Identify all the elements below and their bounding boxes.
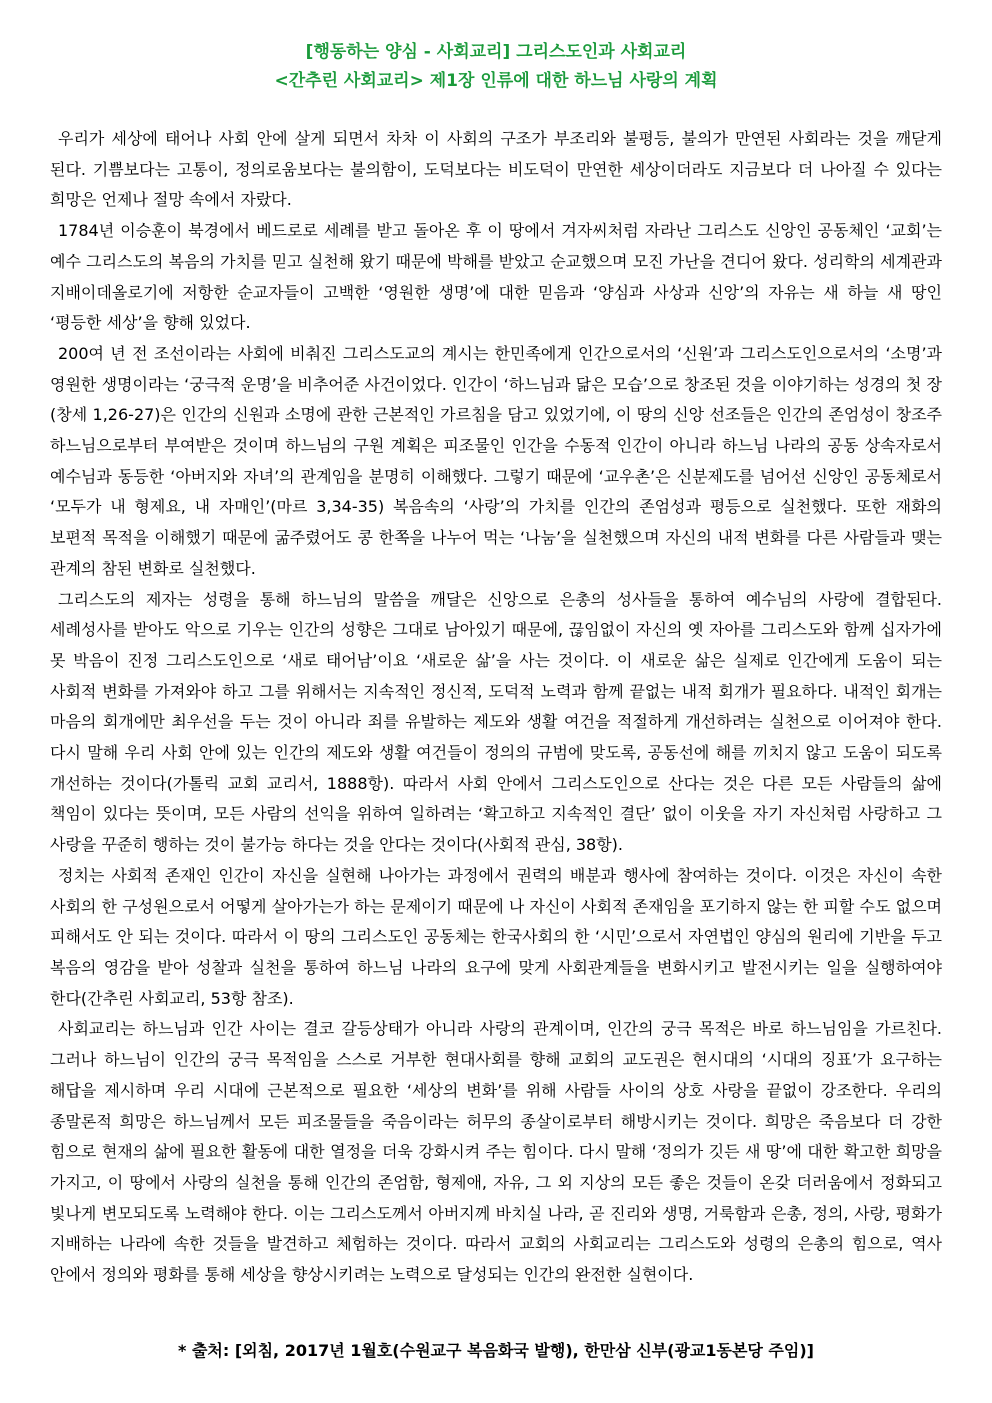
source-citation: * 출처: [외침, 2017년 1월호(수원교구 복음화국 발행), 한만삼 신부(광교1동본당 주임)] <box>178 1341 814 1360</box>
paragraph-6: 사회교리는 하느님과 인간 사이는 결코 갈등상태가 아니라 사랑의 관계이며, 인간의 궁극 목적은 바로 하느님임을 가르친다. 그러나 하느님이 인간의 궁극 목적임을 스스로 거부한 현대사회를 향해 교회의 교도권은 현시대의 ‘시대의 징표’가 요구하는 해답을 제시하며 우리 시대에 근본적으로 필요한 ‘세상의 변화’를 위해 사람들 사이의 상호 사랑을 끝없이 강조한다. 우리의 종말론적 희망은 하느님께서 모든 피조물들을 죽음이라는 허무의 종살이로부터 해방시키는 것이다. 희망은 죽음보다 더 강한 힘으로 현재의 삶에 필요한 활동에 대한 열정을 더욱 강화시켜 주는 힘이다. 다시 말해 ‘정의가 깃든 새 땅’에 대한 확고한 희망을 가지고, 이 땅에서 사랑의 실천을 통해 인간의 존엄함, 형제애, 자유, 그 외 지상의 모든 좋은 것들이 온갖 더러움에서 정화되고 빛나게 변모되도록 노력해야 한다. 이는 그리스도께서 아버지께 바치실 나라, 곧 진리와 생명, 거룩함과 은총, 정의, 사랑, 평화가 지배하는 나라에 속한 것들을 발견하고 체험하는 것이다. 따라서 교회의 사회교리는 그리스도와 성령의 은총의 힘으로, 역사 안에서 정의와 평화를 통해 세상을 향상시키려는 노력으로 달성되는 인간의 완전한 실현이다. <box>50 1019 942 1285</box>
paragraph-4: 그리스도의 제자는 성령을 통해 하느님의 말씀을 깨달은 신앙으로 은총의 성사들을 통하여 예수님의 사랑에 결합된다. 세례성사를 받아도 악으로 기우는 인간의 성향은 그대로 남아있기 때문에, 끊임없이 자신의 옛 자아를 그리스도와 함께 십자가에 못 박음이 진정 그리스도인으로 ‘새로 태어남’이요 ‘새로운 삶’을 사는 것이다. 이 새로운 삶은 실제로 인간에게 도움이 되는 사회적 변화를 가져와야 하고 그를 위해서는 지속적인 정신적, 도덕적 노력과 함께 끝없는 내적 회개가 필요하다. 내적인 회개는 마음의 회개에만 최우선을 두는 것이 아니라 죄를 유발하는 제도와 생활 여건을 적절하게 개선하려는 실천으로 이어져야 한다. 다시 말해 우리 사회 안에 있는 인간의 제도와 생활 여건들이 정의의 규범에 맞도록, 공동선에 해를 끼치지 않고 도움이 되도록 개선하는 것이다(가톨릭 교회 교리서, 1888항). 따라서 사회 안에서 그리스도인으로 산다는 것은 다른 모든 사람들의 삶에 책임이 있다는 뜻이며, 모든 사람의 선익을 위하여 일하려는 ‘확고하고 지속적인 결단’ 없이 이웃을 자기 자신처럼 사랑하고 그 사랑을 꾸준히 행하는 것이 불가능 하다는 것을 안다는 것이다(사회적 관심, 38항). <box>50 589 942 855</box>
paragraph-5: 정치는 사회적 존재인 인간이 자신을 실현해 나아가는 과정에서 권력의 배분과 행사에 참여하는 것이다. 이것은 자신이 속한 사회의 한 구성원으로서 어떻게 살아가는가 하는 문제이기 때문에 나 자신이 사회적 존재임을 포기하지 않는 한 피할 수도 없으며 피해서도 안 되는 것이다. 따라서 이 땅의 그리스도인 공동체는 한국사회의 한 ‘시민’으로서 자연법인 양심의 원리에 기반을 두고 복음의 영감을 받아 성찰과 실천을 통하여 하느님 나라의 요구에 맞게 사회관계들을 변화시키고 발전시키는 일을 실행하여야 한다(간추린 사회교리, 53항 참조). <box>50 865 942 1008</box>
header-title-line-1: [행동하는 양심 - 사회교리] 그리스도인과 사회교리 <box>305 42 687 62</box>
document-body <box>50 124 942 1291</box>
header-title-line-2: <간추린 사회교리> 제1장 인류에 대한 하느님 사랑의 계획 <box>274 71 718 91</box>
paragraph-1: 우리가 세상에 태어나 사회 안에 살게 되면서 차차 이 사회의 구조가 부조리와 불평등, 불의가 만연된 사회라는 것을 깨닫게 된다. 기쁨보다는 고통이, 정의로움보다는 불의함이, 도덕보다는 비도덕이 만연한 세상이더라도 지금보다 더 나아질 수 있다는 희망은 언제나 절망 속에서 자랐다. <box>50 129 942 210</box>
paragraph-3: 200여 년 전 조선이라는 사회에 비춰진 그리스도교의 계시는 한민족에게 인간으로서의 ‘신원’과 그리스도인으로서의 ‘소명’과 영원한 생명이라는 ‘궁극적 운명’을 비추어준 사건이었다. 인간이 ‘하느님과 닮은 모습’으로 창조된 것을 이야기하는 성경의 첫 장(창세 1,26-27)은 인간의 신원과 소명에 관한 근본적인 가르침을 담고 있었기에, 이 땅의 신앙 선조들은 인간의 존엄성이 창조주 하느님으로부터 부여받은 것이며 하느님의 구원 계획은 피조물인 인간을 수동적 인간이 아니라 하느님 나라의 공동 상속자로서 예수님과 동등한 ‘아버지와 자녀’의 관계임을 분명히 이해했다. 그렇기 때문에 ‘교우촌’은 신분제도를 넘어선 신앙인 공동체로서 ‘모두가 내 형제요, 내 자매인’(마르 3,34-35) 복음속의 ‘사랑’의 가치를 인간의 존엄성과 평등으로 실천했다. 또한 재화의 보편적 목적을 이해했기 때문에 굶주렸어도 콩 한쪽을 나누어 먹는 ‘나눔’을 실천했으며 자신의 내적 변화를 다른 사람들과 맺는 관계의 참된 변화로 실천했다. <box>50 343 942 578</box>
document-header <box>0 38 992 96</box>
paragraph-2: 1784년 이승훈이 북경에서 베드로로 세례를 받고 돌아온 후 이 땅에서 겨자씨처럼 자라난 그리스도 신앙인 공동체인 ‘교회’는 예수 그리스도의 복음의 가치를 믿고 실천해 왔기 때문에 박해를 받았고 순교했으며 모진 가난을 견디어 왔다. 성리학의 세계관과 지배이데올로기에 저항한 순교자들이 고백한 ‘영원한 생명’에 대한 믿음과 ‘양심과 사상과 신앙’의 자유는 새 하늘 새 땅인 ‘평등한 세상’을 향해 있었다. <box>50 221 942 333</box>
